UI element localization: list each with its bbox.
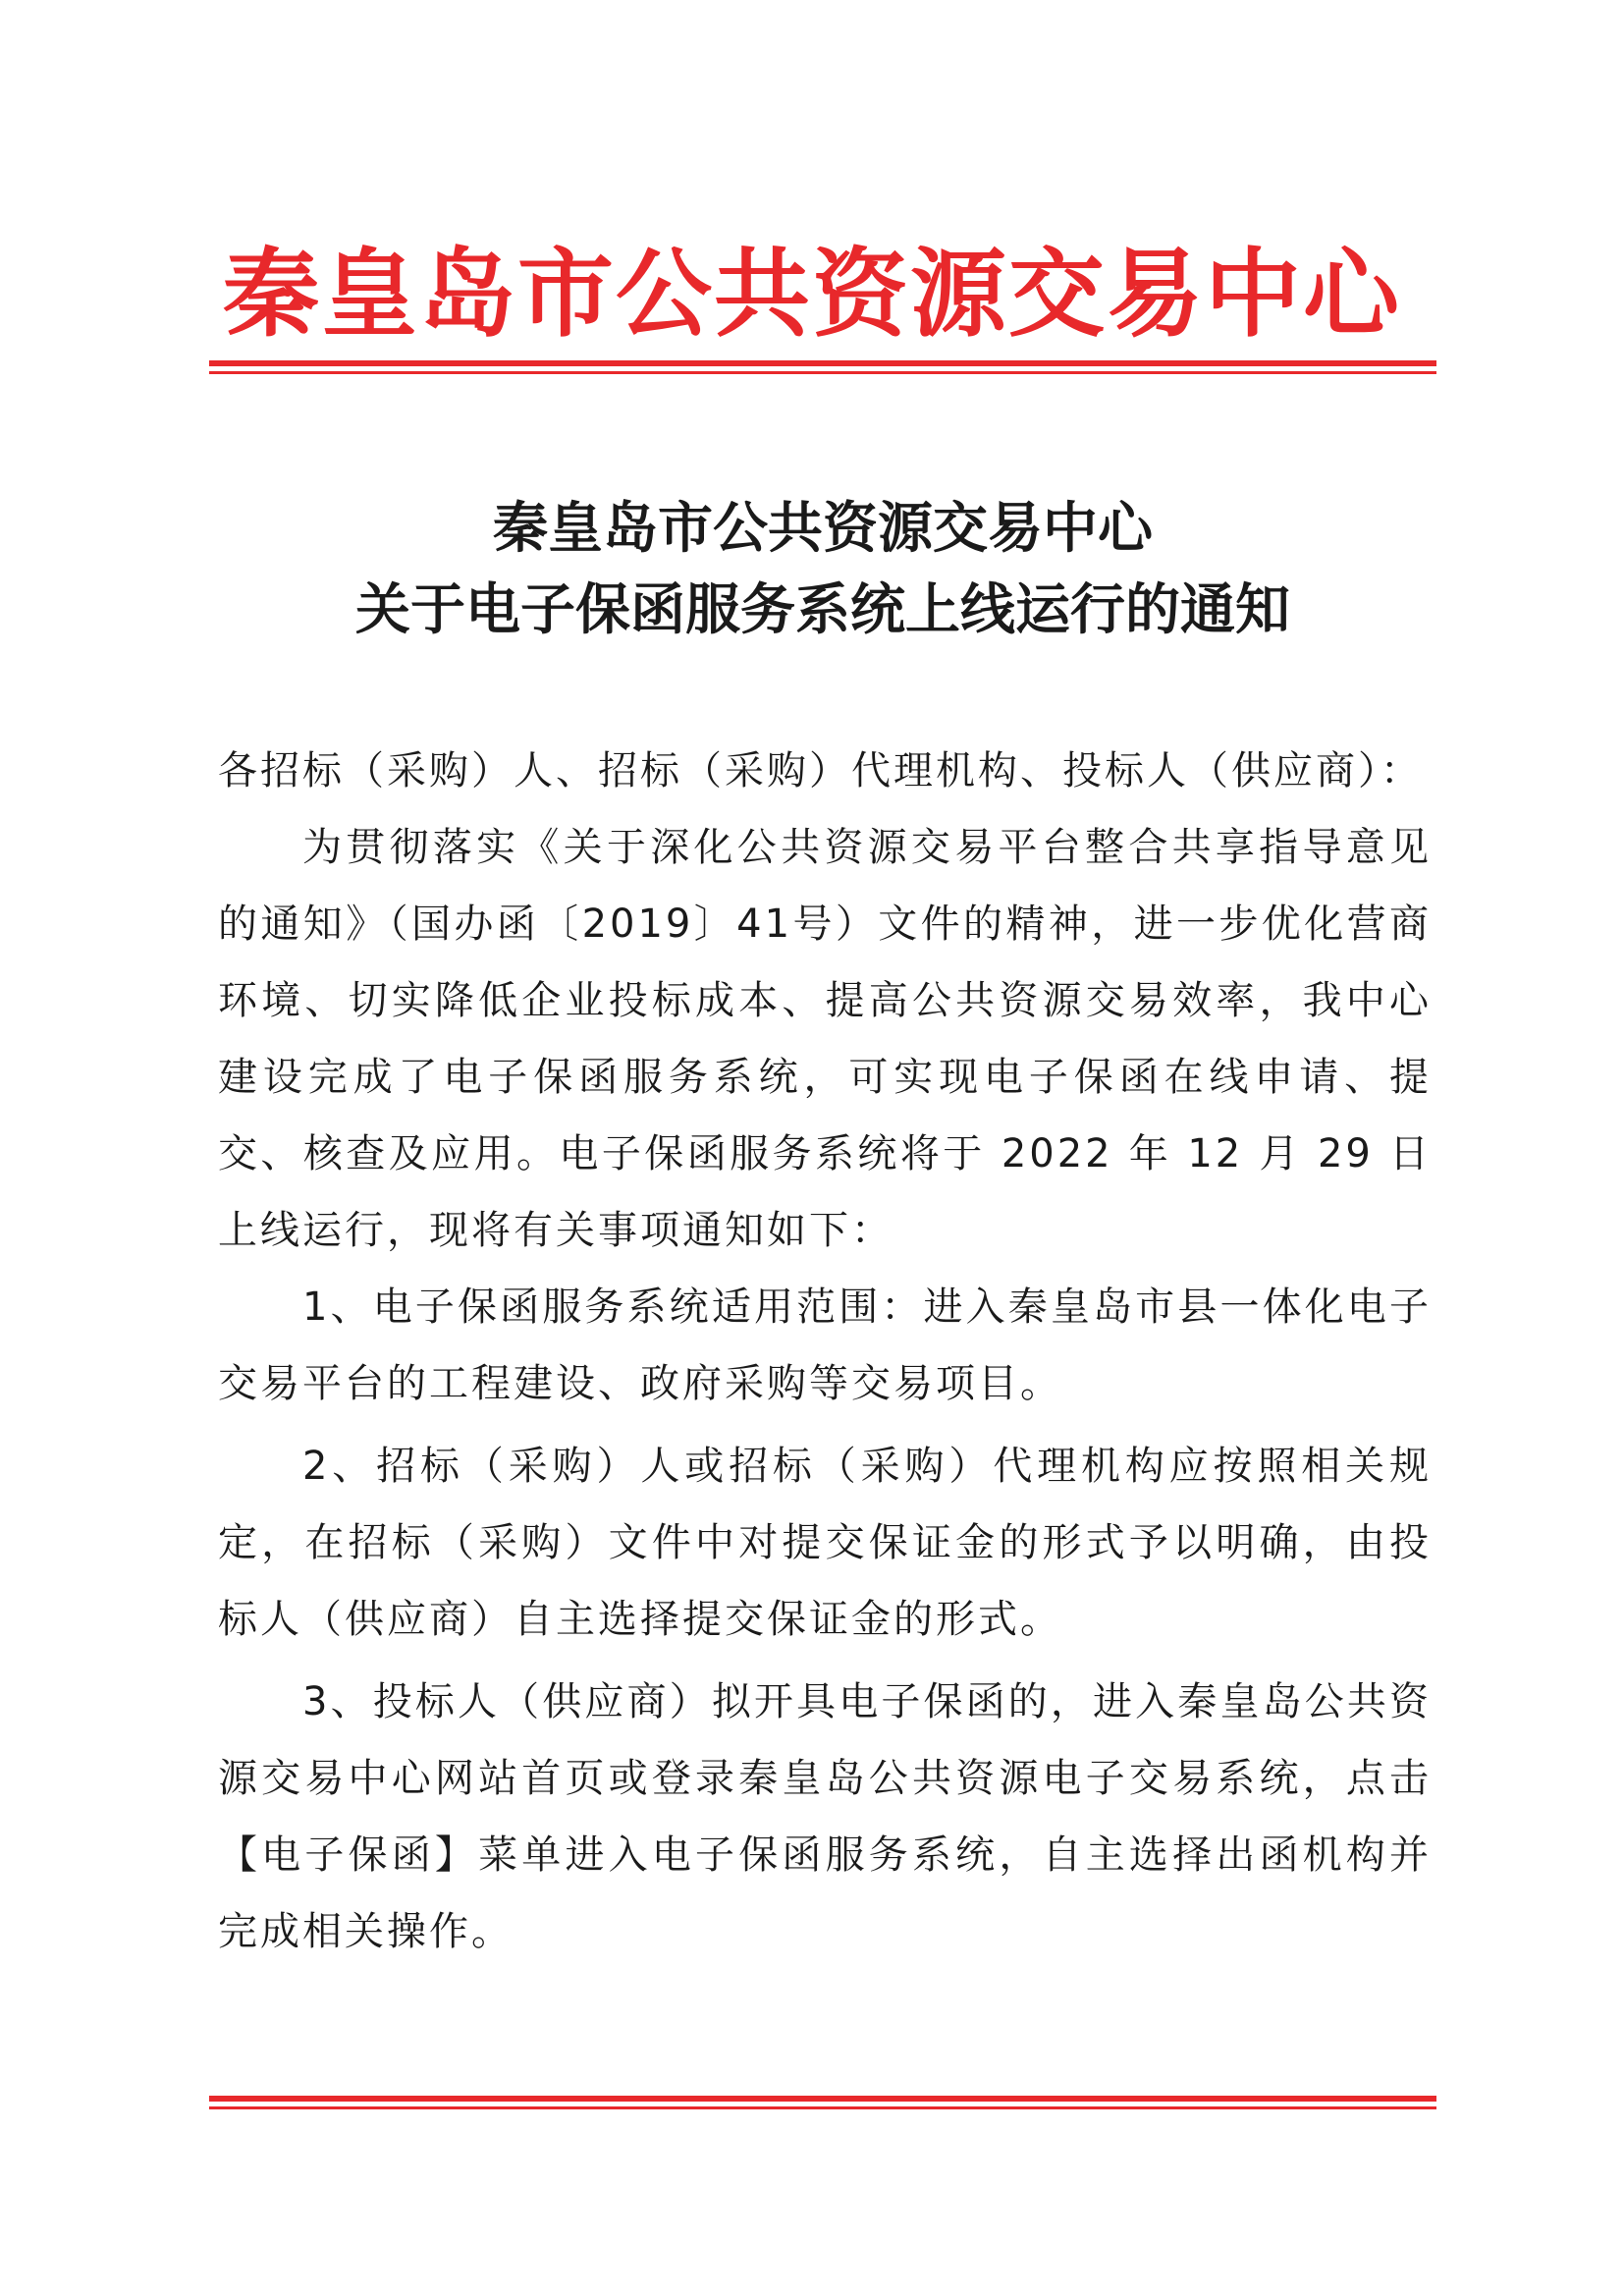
masthead-red-rule <box>209 360 1436 374</box>
document-title-line-1: 秦皇岛市公共资源交易中心 <box>493 496 1153 561</box>
salutation: 各招标（采购）人、招标（采购）代理机构、投标人（供应商）： <box>218 748 1423 793</box>
notice-item-3: 3、投标人（供应商）拟开具电子保函的，进入秦皇岛公共资源交易中心网站首页或登录秦皇岛公共资源电子交易系统，点击【电子保函】菜单进入电子保函服务系统，自主选择出函机构并完成相关操作。 <box>218 1679 1432 1954</box>
notice-item-2: 2、招标（采购）人或招标（采购）代理机构应按照相关规定，在招标（采购）文件中对提交保证金的形式予以明确，由投标人（供应商）自主选择提交保证金的形式。 <box>218 1444 1432 1642</box>
rule-thin-line <box>209 371 1436 374</box>
intro-paragraph: 为贯彻落实《关于深化公共资源交易平台整合共享指导意见的通知》（国办函〔2019〕41号）文件的精神，进一步优化营商环境、切实降低企业投标成本、提高公共资源交易效率，我中心建设完成了电子保函服务系统，可实现电子保函在线申请、提交、核查及应用。电子保函服务系统将于 2022 年 12 月 29 日上线运行，现将有关事项通知如下： <box>218 825 1432 1253</box>
rule-thin-line <box>209 2106 1436 2109</box>
document-title-line-2: 关于电子保函服务系统上线运行的通知 <box>355 577 1290 642</box>
notice-item-1: 1、电子保函服务系统适用范围：进入秦皇岛市县一体化电子交易平台的工程建设、政府采购等交易项目。 <box>218 1285 1432 1406</box>
masthead-org-name: 秦皇岛市公共资源交易中心 <box>222 238 1401 351</box>
footer-red-rule <box>209 2096 1436 2109</box>
document-body <box>218 733 1432 1970</box>
